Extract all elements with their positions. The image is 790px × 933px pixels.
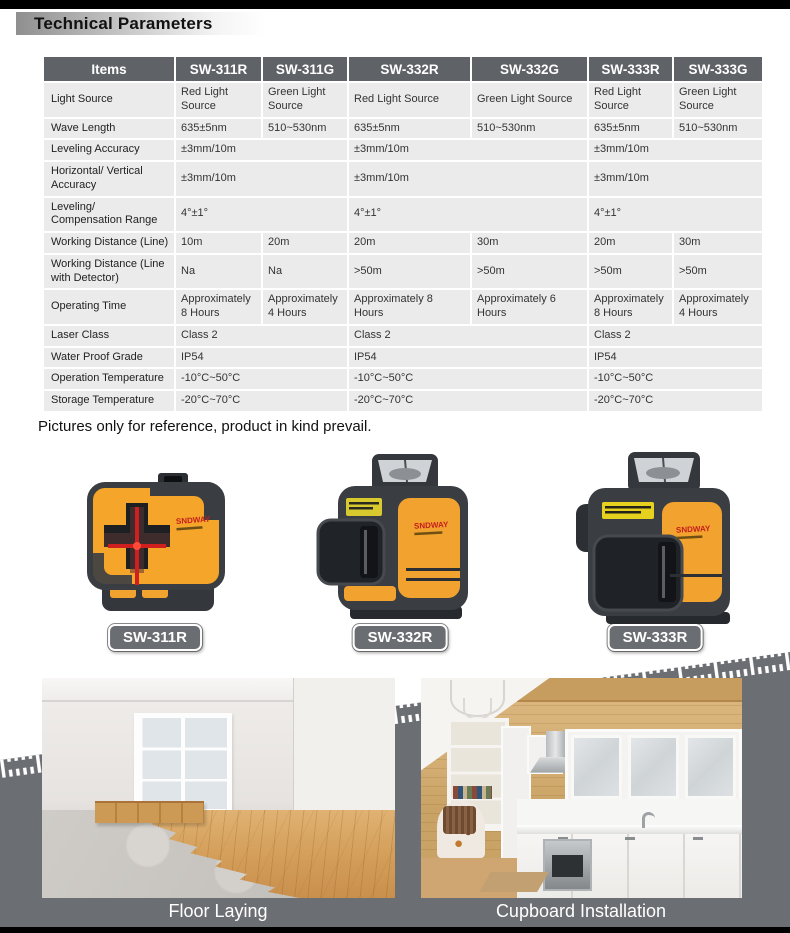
spec-cell: >50m bbox=[349, 255, 470, 289]
spec-cell: Na bbox=[263, 255, 347, 289]
spec-row bbox=[44, 140, 762, 160]
spec-row-label: Laser Class bbox=[44, 326, 174, 346]
product-label-sw332r: SW-332R bbox=[353, 624, 448, 651]
spec-cell: Red Light Source bbox=[589, 83, 672, 117]
spec-cell: -20°C~70°C bbox=[349, 391, 587, 411]
section-title-banner bbox=[16, 12, 266, 35]
side-laser-window bbox=[594, 536, 682, 610]
spec-row-label: Horizontal/ Vertical Accuracy bbox=[44, 162, 174, 196]
spec-cell: Red Light Source bbox=[349, 83, 470, 117]
product-image-sw333r bbox=[558, 448, 753, 633]
spec-row-label: Leveling Accuracy bbox=[44, 140, 174, 160]
spec-cell: >50m bbox=[674, 255, 762, 289]
spec-cell: ±3mm/10m bbox=[589, 162, 762, 196]
spec-row bbox=[44, 255, 762, 289]
plank-stack bbox=[95, 801, 204, 823]
product-label-sw333r: SW-333R bbox=[608, 624, 703, 651]
spec-cell: ±3mm/10m bbox=[349, 162, 587, 196]
spec-cell: Approximately 8 Hours bbox=[176, 290, 261, 324]
product-image-sw332r bbox=[310, 448, 495, 633]
spec-cell: IP54 bbox=[589, 348, 762, 368]
spec-cell: IP54 bbox=[176, 348, 347, 368]
spec-row-label: Storage Temperature bbox=[44, 391, 174, 411]
spec-row bbox=[44, 233, 762, 253]
spec-row bbox=[44, 391, 762, 411]
spec-cell: -10°C~50°C bbox=[589, 369, 762, 389]
spec-header-row bbox=[44, 57, 762, 81]
floor-laying-photo bbox=[42, 678, 395, 898]
spec-row bbox=[44, 119, 762, 139]
product-image-sw311r bbox=[72, 455, 242, 630]
spec-cell: -10°C~50°C bbox=[349, 369, 587, 389]
spec-cell: 635±5nm bbox=[589, 119, 672, 139]
svg-text:SNDWAY: SNDWAY bbox=[175, 514, 211, 526]
cupboard-installation-photo bbox=[421, 678, 742, 898]
laser-level-311-illustration bbox=[72, 455, 242, 625]
wood-floor bbox=[42, 810, 395, 898]
spec-cell: 20m bbox=[349, 233, 470, 253]
bottom-black-bar bbox=[0, 927, 790, 933]
laser-level-333-illustration bbox=[558, 448, 753, 628]
spec-cell: >50m bbox=[589, 255, 672, 289]
spec-cell: Na bbox=[176, 255, 261, 289]
spec-row bbox=[44, 290, 762, 324]
laser-level-332-illustration bbox=[310, 448, 495, 628]
cabinet-handle bbox=[693, 837, 703, 840]
spec-cell: 30m bbox=[674, 233, 762, 253]
spec-row-label: Working Distance (Line) bbox=[44, 233, 174, 253]
countertop bbox=[517, 825, 742, 834]
spec-cell: ±3mm/10m bbox=[589, 140, 762, 160]
spec-cell: Approximately 8 Hours bbox=[589, 290, 672, 324]
spec-header-sw-311r: SW-311R bbox=[176, 57, 261, 81]
spec-cell: 20m bbox=[263, 233, 347, 253]
spec-cell: 10m bbox=[176, 233, 261, 253]
spec-row bbox=[44, 326, 762, 346]
cabinet-handle bbox=[625, 837, 635, 840]
floor-mat bbox=[479, 872, 548, 892]
spec-row bbox=[44, 198, 762, 232]
application-section bbox=[0, 645, 790, 933]
spec-row-label: Water Proof Grade bbox=[44, 348, 174, 368]
top-black-bar bbox=[0, 0, 790, 9]
spec-cell: Class 2 bbox=[349, 326, 587, 346]
floor-laying-caption: Floor Laying bbox=[168, 901, 268, 921]
spec-table-body bbox=[44, 83, 762, 411]
spec-table bbox=[42, 55, 764, 413]
spec-header-sw-332g: SW-332G bbox=[472, 57, 587, 81]
cupboard-installation-caption: Cupboard Installation bbox=[495, 901, 667, 921]
reference-note: Pictures only for reference, product in kind prevail. bbox=[38, 418, 372, 435]
spec-cell: -20°C~70°C bbox=[589, 391, 762, 411]
spec-cell: Approximately 4 Hours bbox=[674, 290, 762, 324]
page-title: Technical Parameters bbox=[34, 13, 213, 33]
spec-row bbox=[44, 162, 762, 196]
spec-cell: 30m bbox=[472, 233, 587, 253]
spec-header-sw-332r: SW-332R bbox=[349, 57, 470, 81]
chair-cushion bbox=[443, 806, 475, 835]
spec-cell: Class 2 bbox=[589, 326, 762, 346]
spec-row-label: Operating Time bbox=[44, 290, 174, 324]
spec-cell: 510~530nm bbox=[263, 119, 347, 139]
faucet bbox=[642, 812, 655, 828]
glass-cabinet-door bbox=[571, 735, 622, 799]
room-right-wall bbox=[293, 678, 395, 814]
spec-header-items: Items bbox=[44, 57, 174, 81]
side-laser-window bbox=[318, 520, 384, 584]
spec-cell: Class 2 bbox=[176, 326, 347, 346]
spec-row-label: Working Distance (Line with Detector) bbox=[44, 255, 174, 289]
concrete-subfloor bbox=[42, 810, 395, 898]
spec-row-label: Light Source bbox=[44, 83, 174, 117]
spec-cell: -20°C~70°C bbox=[176, 391, 347, 411]
spec-header-sw-333r: SW-333R bbox=[589, 57, 672, 81]
spec-cell: Approximately 6 Hours bbox=[472, 290, 587, 324]
product-label-sw311r: SW-311R bbox=[108, 624, 202, 651]
soffit-band bbox=[517, 678, 742, 702]
spec-header-sw-333g: SW-333G bbox=[674, 57, 762, 81]
spec-cell: 4°±1° bbox=[349, 198, 587, 232]
books-row bbox=[453, 786, 492, 799]
spec-cell: 635±5nm bbox=[349, 119, 470, 139]
spec-cell: Green Light Source bbox=[263, 83, 347, 117]
glass-cabinet-door bbox=[685, 735, 736, 799]
spec-row-label: Wave Length bbox=[44, 119, 174, 139]
spec-row-label: Leveling/ Compensation Range bbox=[44, 198, 174, 232]
spec-row bbox=[44, 369, 762, 389]
spec-cell: >50m bbox=[472, 255, 587, 289]
spec-cell: Green Light Source bbox=[472, 83, 587, 117]
oven bbox=[543, 839, 592, 891]
spec-cell: 635±5nm bbox=[176, 119, 261, 139]
oven-window bbox=[552, 855, 583, 877]
spec-row bbox=[44, 83, 762, 117]
spec-cell: 510~530nm bbox=[674, 119, 762, 139]
spec-cell: -10°C~50°C bbox=[176, 369, 347, 389]
upper-glass-cabinets bbox=[565, 729, 742, 805]
spec-cell: Green Light Source bbox=[674, 83, 762, 117]
spec-cell: 510~530nm bbox=[472, 119, 587, 139]
spec-cell: Approximately 8 Hours bbox=[349, 290, 470, 324]
spec-cell: 20m bbox=[589, 233, 672, 253]
chandelier-inner bbox=[463, 698, 493, 720]
spec-cell: ±3mm/10m bbox=[176, 162, 347, 196]
spec-header-sw-311g: SW-311G bbox=[263, 57, 347, 81]
range-hood-chimney bbox=[546, 731, 565, 757]
spec-cell: Approximately 4 Hours bbox=[263, 290, 347, 324]
spec-cell: IP54 bbox=[349, 348, 587, 368]
spec-row bbox=[44, 348, 762, 368]
svg-text:SNDWAY: SNDWAY bbox=[413, 519, 449, 531]
spec-cell: 4°±1° bbox=[589, 198, 762, 232]
svg-text:SNDWAY: SNDWAY bbox=[675, 523, 711, 535]
spec-cell: Red Light Source bbox=[176, 83, 261, 117]
spec-cell: ±3mm/10m bbox=[349, 140, 587, 160]
spec-cell: 4°±1° bbox=[176, 198, 347, 232]
spec-cell: ±3mm/10m bbox=[176, 140, 347, 160]
glass-cabinet-door bbox=[628, 735, 679, 799]
spec-row-label: Operation Temperature bbox=[44, 369, 174, 389]
